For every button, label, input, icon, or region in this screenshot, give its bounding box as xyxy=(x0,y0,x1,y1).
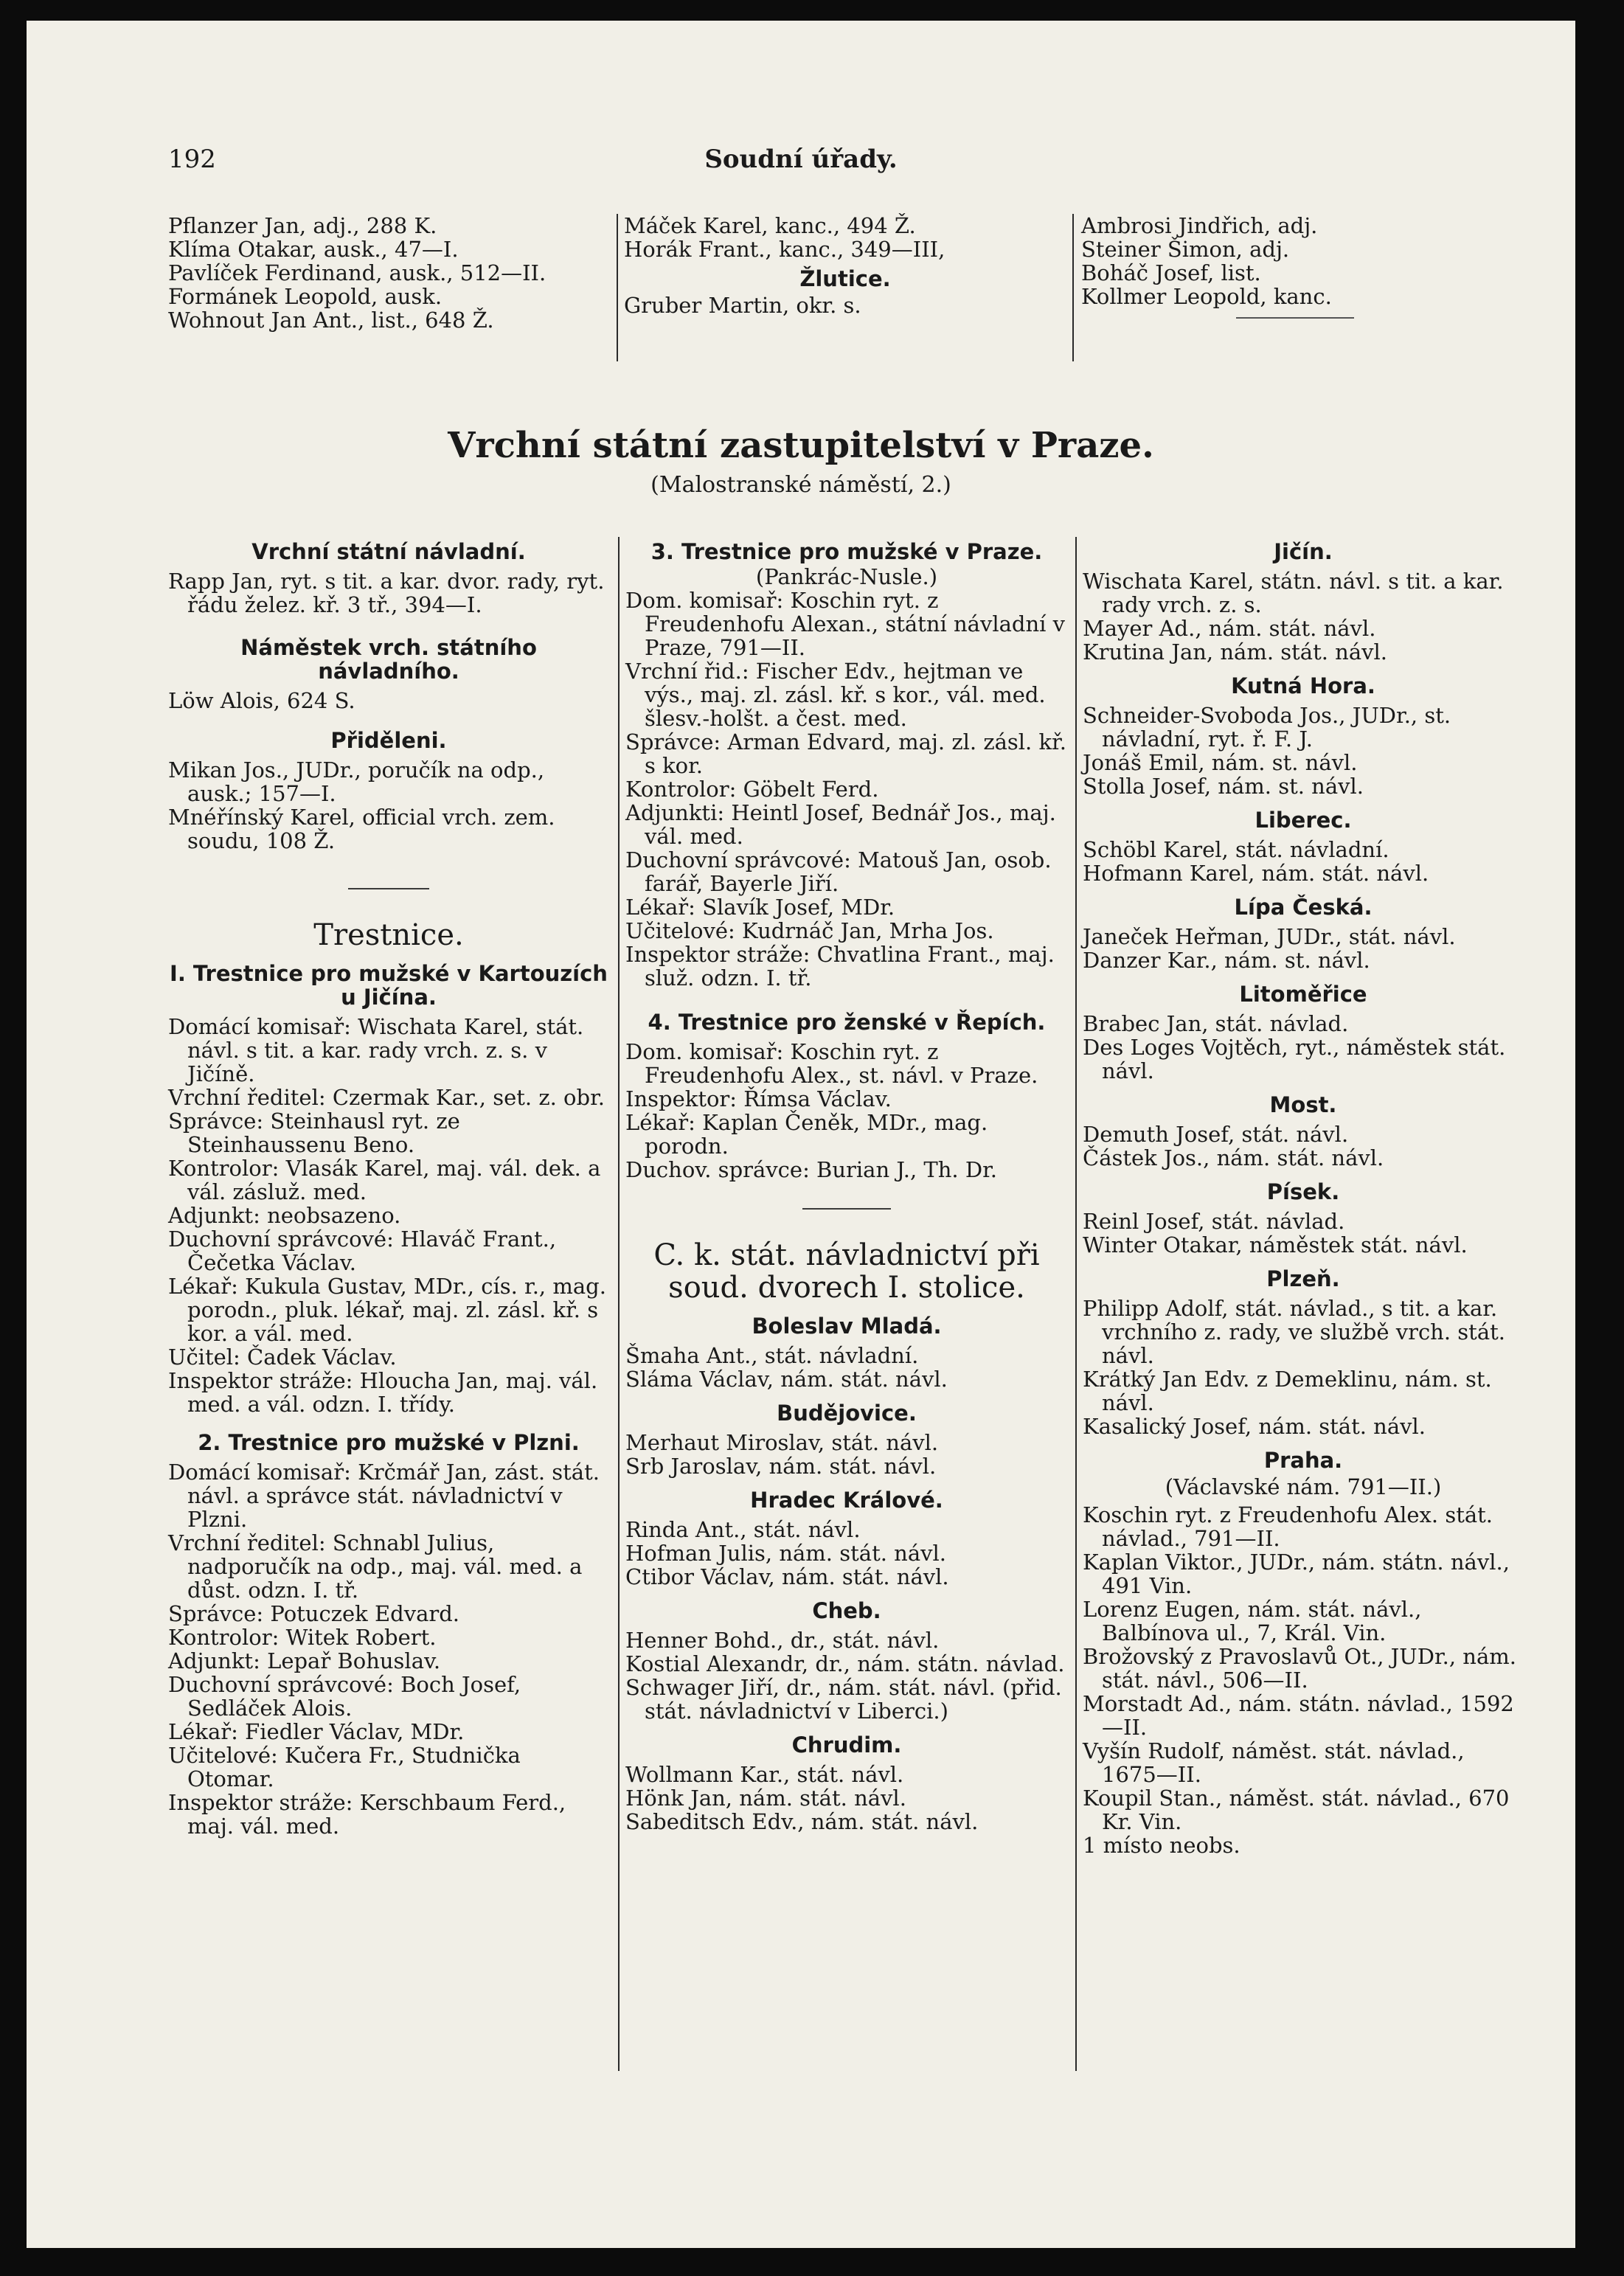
list-item: Rinda Ant., stát. návl. xyxy=(625,1517,861,1542)
column-divider xyxy=(617,214,618,361)
list-item: Des Loges Vojtěch, ryt., náměstek stát. návl. xyxy=(1083,1035,1506,1083)
list-item: Učitelové: Kudrnáč Jan, Mrha Jos. xyxy=(625,918,994,943)
list-item: Lékař: Kukula Gustav, MDr., cís. r., mag. porodn., pluk. lékař, maj. zl. zásl. kř. s kor. a vál. med. xyxy=(168,1274,606,1346)
subsection-heading: 4. Trestnice pro ženské v Řepích. xyxy=(648,1010,1046,1035)
list-item: Demuth Josef, stát. návl. xyxy=(1083,1122,1349,1147)
top-column-2 xyxy=(624,214,1066,317)
city-heading: Písek. xyxy=(1266,1179,1340,1204)
city-heading: Plzeň. xyxy=(1266,1266,1340,1291)
list-item: Janeček Heřman, JUDr., stát. návl. xyxy=(1083,924,1456,949)
subsection-heading: I. Trestnice pro mužské v Kartouzích u Jičína. xyxy=(170,961,608,1010)
list-item: Pflanzer Jan, adj., 288 K. xyxy=(168,213,437,238)
city-heading: Most. xyxy=(1269,1092,1337,1117)
list-item: Částek Jos., nám. stát. návl. xyxy=(1083,1145,1384,1170)
list-item: Löw Alois, 624 S. xyxy=(168,688,355,713)
list-item: Brožovský z Pravoslavů Ot., JUDr., nám. stát. návl., 506—II. xyxy=(1083,1644,1516,1693)
column-divider xyxy=(618,537,620,2071)
page xyxy=(27,21,1575,2248)
list-item: Lékař: Fiedler Václav, MDr. xyxy=(168,1719,465,1744)
list-item: Boháč Josef, list. xyxy=(1081,260,1261,285)
list-item: Duchovní správcové: Boch Josef, Sedláček Alois. xyxy=(168,1672,521,1721)
city-heading: Jičín. xyxy=(1274,539,1333,564)
list-item: Wischata Karel, státn. návl. s tit. a kar. rady vrch. z. s. xyxy=(1083,569,1504,617)
list-item: Adjunkti: Heintl Josef, Bednář Jos., maj. vál. med. xyxy=(625,800,1056,849)
list-item: Lékař: Slavík Josef, MDr. xyxy=(625,895,895,920)
city-heading: Cheb. xyxy=(812,1598,881,1623)
list-item: Lékař: Kaplan Čeněk, MDr., mag. porodn. xyxy=(625,1110,988,1159)
list-item: Dom. komisař: Koschin ryt. z Freudenhofu Alexan., státní návladní v Praze, 791—II. xyxy=(625,588,1066,660)
list-item: Krátký Jan Edv. z Demeklinu, nám. st. návl. xyxy=(1083,1367,1492,1415)
divider xyxy=(802,1208,891,1210)
list-item: Hönk Jan, nám. stát. návl. xyxy=(625,1786,906,1811)
list-item: Lorenz Eugen, nám. stát. návl., Balbínova ul., 7, Král. Vin. xyxy=(1083,1597,1422,1645)
list-item: 1 místo neobs. xyxy=(1083,1833,1240,1858)
list-item: Schneider-Svoboda Jos., JUDr., st. návladní, ryt. ř. F. J. xyxy=(1083,703,1451,752)
list-item: Koschin ryt. z Freudenhofu Alex. stát. návlad., 791—II. xyxy=(1083,1502,1493,1551)
list-item: Mikan Jos., JUDr., poručík na odp., ausk.; 157—I. xyxy=(168,757,545,806)
list-item: Kontrolor: Witek Robert. xyxy=(168,1625,437,1650)
list-item: Stolla Josef, nám. st. návl. xyxy=(1083,774,1364,799)
city-heading: Praha. xyxy=(1263,1448,1343,1473)
divider xyxy=(1236,317,1354,319)
list-item: Inspektor stráže: Chvatlina Frant., maj. služ. odzn. I. tř. xyxy=(625,942,1055,990)
list-item: Gruber Martin, okr. s. xyxy=(624,293,861,318)
list-item: Ambrosi Jindřich, adj. xyxy=(1081,213,1318,238)
subsection-subtitle: (Pankrác-Nusle.) xyxy=(755,564,938,589)
subsection-heading: 3. Trestnice pro mužské v Praze. xyxy=(650,539,1043,564)
list-item: Dom. komisař: Koschin ryt. z Freudenhofu Alex., st. návl. v Praze. xyxy=(625,1039,1038,1088)
list-item: Rapp Jan, ryt. s tit. a kar. dvor. rady, ryt. řádu želez. kř. 3 tř., 394—I. xyxy=(168,569,605,617)
list-item: Mayer Ad., nám. stát. návl. xyxy=(1083,616,1376,641)
list-item: Adjunkt: neobsazeno. xyxy=(168,1203,401,1228)
left-column xyxy=(168,530,609,1838)
list-item: Schöbl Karel, stát. návladní. xyxy=(1083,837,1389,862)
list-item: Kollmer Leopold, kanc. xyxy=(1081,284,1332,309)
list-item: Domácí komisař: Krčmář Jan, zást. stát. návl. a správce stát. návladnictví v Plzni. xyxy=(168,1460,600,1532)
list-item: Klíma Otakar, ausk., 47—I. xyxy=(168,237,459,262)
list-item: Reinl Josef, stát. návlad. xyxy=(1083,1209,1345,1234)
list-item: Máček Karel, kanc., 494 Ž. xyxy=(624,213,916,238)
section-heading: Trestnice. xyxy=(313,918,464,952)
list-item: Vrchní řid.: Fischer Edv., hejtman ve výs., maj. zl. zásl. kř. s kor., vál. med. šlesv.-holšt. a čest. med. xyxy=(625,659,1046,731)
city-heading: Chrudim. xyxy=(791,1732,902,1758)
list-item: Sabeditsch Edv., nám. stát. návl. xyxy=(625,1809,979,1834)
divider xyxy=(348,888,429,889)
list-item: Morstadt Ad., nám. státn. návlad., 1592—II. xyxy=(1083,1691,1514,1740)
section-heading: Žlutice. xyxy=(799,266,891,291)
list-item: Ctibor Václav, nám. stát. návl. xyxy=(625,1564,949,1589)
list-item: Krutina Jan, nám. stát. návl. xyxy=(1083,639,1388,665)
list-item: Duchovní správcové: Hlaváč Frant., Čečetka Václav. xyxy=(168,1227,557,1275)
city-heading: Hradec Králové. xyxy=(750,1488,943,1513)
list-item: Formánek Leopold, ausk. xyxy=(168,284,443,309)
list-item: Mnéřínský Karel, official vrch. zem. soudu, 108 Ž. xyxy=(168,805,555,853)
list-item: Wollmann Kar., stát. návl. xyxy=(625,1762,904,1787)
list-item: Wohnout Jan Ant., list., 648 Ž. xyxy=(168,308,494,333)
list-item: Domácí komisař: Wischata Karel, stát. návl. s tit. a kar. rady vrch. z. s. v Jičíně. xyxy=(168,1014,584,1086)
list-item: Kaplan Viktor., JUDr., nám. státn. návl., 491 Vin. xyxy=(1083,1550,1510,1598)
column-divider xyxy=(1072,214,1074,361)
top-column-3 xyxy=(1081,214,1524,319)
subsection-heading: Přiděleni. xyxy=(330,728,447,753)
list-item: Merhaut Miroslav, stát. návl. xyxy=(625,1430,939,1455)
top-column-1 xyxy=(168,214,611,332)
section-heading: C. k. stát. návladnictví při soud. dvorech I. stolice. xyxy=(653,1238,1040,1305)
list-item: Philipp Adolf, stát. návlad., s tit. a kar. vrchního z. rady, ve službě vrch. stát. návl. xyxy=(1083,1296,1505,1368)
list-item: Duchovní správcové: Matouš Jan, osob. farář, Bayerle Jiří. xyxy=(625,847,1052,896)
list-item: Správce: Steinhausl ryt. ze Steinhaussenu Beno. xyxy=(168,1108,460,1157)
list-item: Vrchní ředitel: Schnabl Julius, nadporučík na odp., maj. vál. med. a důst. odzn. I. tř. xyxy=(168,1530,583,1603)
list-item: Schwager Jiří, dr., nám. stát. návl. (přid. stát. návladnictví v Liberci.) xyxy=(625,1675,1062,1724)
list-item: Učitelové: Kučera Fr., Studnička Otomar. xyxy=(168,1743,521,1791)
list-item: Pavlíček Ferdinand, ausk., 512—II. xyxy=(168,260,546,285)
list-item: Srb Jaroslav, nám. stát. návl. xyxy=(625,1454,937,1479)
list-item: Koupil Stan., náměst. stát. návlad., 670 Kr. Vin. xyxy=(1083,1786,1510,1834)
list-item: Šmaha Ant., stát. návladní. xyxy=(625,1343,919,1368)
list-item: Kostial Alexandr, dr., nám. státn. návlad. xyxy=(625,1651,1065,1676)
page-number: 192 xyxy=(168,145,216,174)
city-heading: Litoměřice xyxy=(1239,982,1367,1007)
list-item: Jonáš Emil, nám. st. návl. xyxy=(1083,750,1358,775)
list-item: Vrchní ředitel: Czermak Kar., set. z. obr. xyxy=(168,1085,605,1110)
subsection-heading: Vrchní státní návladní. xyxy=(251,539,526,564)
list-item: Horák Frant., kanc., 349—III, xyxy=(624,237,945,262)
city-heading: Lípa Česká. xyxy=(1234,895,1373,920)
section-title: Vrchní státní zastupitelství v Praze. xyxy=(448,425,1154,466)
list-item: Danzer Kar., nám. st. návl. xyxy=(1083,948,1370,973)
list-item: Henner Bohd., dr., stát. návl. xyxy=(625,1628,940,1653)
city-heading: Liberec. xyxy=(1255,808,1352,833)
column-divider xyxy=(1075,537,1077,2071)
middle-column xyxy=(625,530,1068,1833)
list-item: Kontrolor: Göbelt Ferd. xyxy=(625,777,879,802)
list-item: Adjunkt: Lepař Bohuslav. xyxy=(168,1648,441,1673)
list-item: Správce: Potuczek Edvard. xyxy=(168,1601,460,1626)
city-heading: Budějovice. xyxy=(777,1401,917,1426)
section-subtitle: (Malostranské náměstí, 2.) xyxy=(650,472,951,498)
list-item: Steiner Šimon, adj. xyxy=(1081,237,1290,262)
list-item: Inspektor stráže: Hloucha Jan, maj. vál. med. a vál. odzn. I. třídy. xyxy=(168,1368,598,1417)
list-item: Kontrolor: Vlasák Karel, maj. vál. dek. a vál. zásluž. med. xyxy=(168,1156,601,1204)
running-head: Soudní úřady. xyxy=(704,145,898,174)
list-item: Inspektor stráže: Kerschbaum Ferd., maj. vál. med. xyxy=(168,1790,566,1839)
list-item: Hofman Julis, nám. stát. návl. xyxy=(625,1541,946,1566)
list-item: Kasalický Josef, nám. stát. návl. xyxy=(1083,1414,1426,1439)
subsection-heading: Náměstek vrch. státního návladního. xyxy=(240,635,537,684)
city-subtitle: (Václavské nám. 791—II.) xyxy=(1165,1474,1442,1499)
list-item: Správce: Arman Edvard, maj. zl. zásl. kř. s kor. xyxy=(625,729,1066,778)
city-heading: Kutná Hora. xyxy=(1231,673,1375,698)
list-item: Brabec Jan, stát. návlad. xyxy=(1083,1011,1349,1036)
list-item: Učitel: Čadek Václav. xyxy=(168,1345,397,1370)
subsection-heading: 2. Trestnice pro mužské v Plzni. xyxy=(198,1430,580,1455)
list-item: Vyšín Rudolf, náměst. stát. návlad., 1675—II. xyxy=(1083,1738,1465,1787)
right-column xyxy=(1083,530,1524,1857)
city-heading: Boleslav Mladá. xyxy=(752,1314,942,1339)
list-item: Inspektor: Římsa Václav. xyxy=(625,1086,892,1111)
list-item: Sláma Václav, nám. stát. návl. xyxy=(625,1367,948,1392)
list-item: Winter Otakar, náměstek stát. návl. xyxy=(1083,1232,1468,1257)
list-item: Duchov. správce: Burian J., Th. Dr. xyxy=(625,1157,998,1182)
list-item: Hofmann Karel, nám. stát. návl. xyxy=(1083,861,1429,886)
